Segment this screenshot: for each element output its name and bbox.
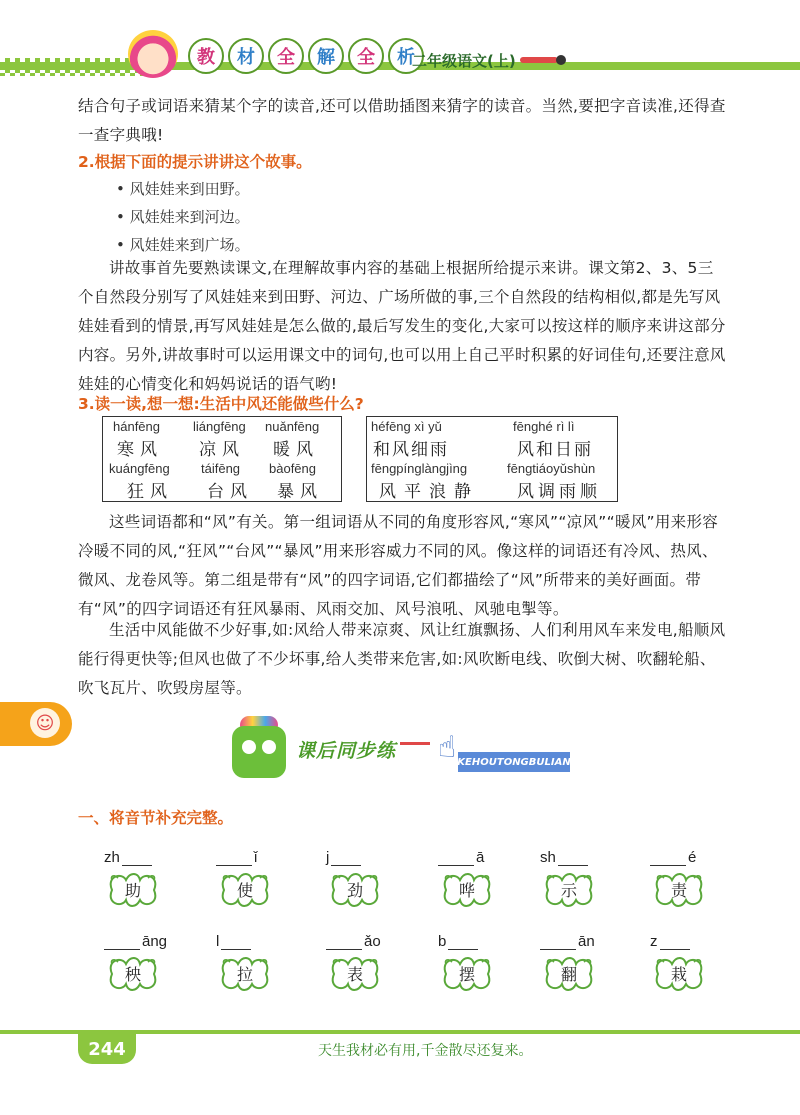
title-char: 教 <box>188 38 224 74</box>
hanzi: 使 <box>236 881 253 900</box>
initial: sh <box>540 849 556 866</box>
intro-paragraph: 结合句子或词语来猜某个字的读音,还可以借助插图来猜字的读音。当然,要把字音读准,还得查一查字典哦! <box>78 97 726 144</box>
word: 凉风 <box>199 440 245 460</box>
question-2-answer: 讲故事首先要熟读课文,在理解故事内容的基础上根据所给提示来讲。课文第2、3、5三个自然段分别写了风娃娃来到田野、河边、广场所做的事,三个自然段的结构相似,都是先写风娃娃看到的情景,再写风娃娃是怎么做的,最后写发生的变化,大家可以按这样的顺序来讲这部分内容。另外,讲故事时可以运用课文中的词句,也可以用上自己平时积累的好词佳句,还要注意风娃娃的心情变化和妈妈说话的语气哟! <box>78 259 726 393</box>
answer-blank[interactable] <box>104 935 140 950</box>
syllable-prompt <box>540 930 624 950</box>
word-box-idioms <box>366 416 618 502</box>
initial: j <box>326 849 330 866</box>
pencil-tip-icon <box>556 55 566 65</box>
answer-blank[interactable] <box>221 935 251 950</box>
title-char: 析 <box>388 38 424 74</box>
footer-quote: 天生我材必有用,千金散尽还复来。 <box>318 1043 533 1059</box>
leaf-frame-icon <box>104 870 162 910</box>
hanzi: 责 <box>670 881 687 900</box>
word: 风平浪静 <box>379 482 479 502</box>
syllable-item <box>216 846 300 910</box>
syllable-prompt <box>216 930 300 950</box>
syllable-prompt <box>438 846 522 866</box>
hanzi: 秧 <box>124 965 141 984</box>
leaf-frame-icon <box>104 954 162 994</box>
arrow-icon <box>400 742 430 745</box>
pinyin: fēngtiáoyǔshùn <box>507 461 596 476</box>
hanzi: 摆 <box>458 965 475 984</box>
syllable-prompt <box>326 930 410 950</box>
leaf-frame-icon <box>438 870 496 910</box>
final: āng <box>142 933 168 950</box>
answer-blank[interactable] <box>216 851 252 866</box>
initial: l <box>216 933 220 950</box>
banner-pinyin-tag: KEHOUTONGBULIAN <box>458 752 570 772</box>
title-char: 材 <box>228 38 264 74</box>
syllable-prompt <box>650 930 734 950</box>
header-checker-pattern <box>0 58 150 76</box>
initial: b <box>438 933 447 950</box>
initial: zh <box>104 849 120 866</box>
syllable-item <box>650 846 734 910</box>
bullet-item: • 风娃娃来到田野。 <box>116 180 250 198</box>
word: 暖风 <box>273 440 319 460</box>
leaf-frame-icon <box>438 954 496 994</box>
leaf-frame-icon <box>216 954 274 994</box>
answer-blank[interactable] <box>650 851 686 866</box>
pinyin: nuǎnfēng <box>265 419 320 434</box>
title-char: 全 <box>348 38 384 74</box>
pinyin: kuángfēng <box>109 461 170 476</box>
leaf-frame-icon <box>326 870 384 910</box>
hanzi: 拉 <box>236 965 253 984</box>
syllable-item <box>438 930 522 994</box>
syllable-prompt <box>438 930 522 950</box>
word: 风和日丽 <box>517 440 593 460</box>
word: 狂风 <box>127 482 173 502</box>
bullet-item: • 风娃娃来到河边。 <box>116 208 250 226</box>
syllable-item <box>438 846 522 910</box>
answer-blank[interactable] <box>331 851 361 866</box>
hanzi: 表 <box>346 965 363 984</box>
syllable-item <box>104 846 188 910</box>
syllable-prompt <box>216 846 300 866</box>
syllable-prompt <box>326 846 410 866</box>
syllable-prompt <box>104 846 188 866</box>
answer-blank[interactable] <box>326 935 362 950</box>
answer-blank[interactable] <box>438 851 474 866</box>
syllable-item <box>326 930 410 994</box>
pinyin: táifēng <box>201 461 241 476</box>
pinyin: hánfēng <box>113 419 160 434</box>
bullet-item: • 风娃娃来到广场。 <box>116 236 250 254</box>
final: é <box>688 849 697 866</box>
final: ā <box>476 849 485 866</box>
question-3-answer-1: 这些词语都和“风”有关。第一组词语从不同的角度形容风,“寒风”“凉风”“暖风”用来形容冷暖不同的风,“狂风”“台风”“暴风”用来形容威力不同的风。像这样的词语还有冷风、热风、微风、龙卷风等。第二组是带有“风”的四字词语,它们都描绘了“风”所带来的美好画面。带有“风”的四字词语还有狂风暴雨、风雨交加、风号浪吼、风驰电掣等。 <box>78 513 719 618</box>
syllable-item <box>540 930 624 994</box>
answer-blank[interactable] <box>660 935 690 950</box>
pointing-hand-icon: ☝ <box>438 730 457 765</box>
final: ǎo <box>364 933 381 950</box>
word: 暴风 <box>277 482 323 502</box>
leaf-frame-icon <box>650 870 708 910</box>
book-title <box>188 38 424 74</box>
question-3-heading: 3.读一读,想一想:生活中风还能做些什么? <box>78 395 364 413</box>
syllable-item <box>540 846 624 910</box>
pinyin: liángfēng <box>193 419 246 434</box>
syllable-item <box>650 930 734 994</box>
answer-blank[interactable] <box>448 935 478 950</box>
hanzi: 翻 <box>560 965 577 984</box>
question-2-heading: 2.根据下面的提示讲讲这个故事。 <box>78 153 312 171</box>
pinyin: héfēng xì yǔ <box>371 419 442 434</box>
syllable-item <box>326 846 410 910</box>
section-banner-title: 课后同步练 <box>296 740 397 762</box>
syllable-prompt <box>104 930 188 950</box>
word: 寒风 <box>117 440 163 460</box>
syllable-prompt <box>540 846 624 866</box>
hanzi: 示 <box>560 881 577 900</box>
hanzi: 助 <box>124 881 141 900</box>
hanzi: 栽 <box>670 965 687 984</box>
word-box-seasons <box>102 416 342 502</box>
pinyin: fēnghé rì lì <box>513 419 575 434</box>
final: ān <box>578 933 595 950</box>
syllable-item <box>216 930 300 994</box>
syllable-prompt <box>650 846 734 866</box>
word: 和风细雨 <box>373 440 449 460</box>
answer-blank[interactable] <box>540 935 576 950</box>
answer-blank[interactable] <box>122 851 152 866</box>
syllable-item <box>104 930 188 994</box>
leaf-frame-icon <box>540 870 598 910</box>
word: 风调雨顺 <box>517 482 601 502</box>
question-3-answer-2: 生活中风能做不少好事,如:风给人带来凉爽、风让红旗飘扬、人们利用风车来发电,船顺风能行得更快等;但风也做了不少坏事,给人类带来危害,如:风吹断电线、吹倒大树、吹翻轮船、吹飞瓦片、吹毁房屋等。 <box>78 621 726 697</box>
green-mascot-icon <box>232 726 286 778</box>
hanzi: 劲 <box>346 881 363 900</box>
leaf-frame-icon <box>540 954 598 994</box>
grade-subtitle: 二年级语文(上) <box>412 52 516 70</box>
hanzi: 哗 <box>458 881 475 900</box>
leaf-frame-icon <box>326 954 384 994</box>
title-char: 全 <box>268 38 304 74</box>
title-char: 解 <box>308 38 344 74</box>
pinyin: bàofēng <box>269 461 316 476</box>
pencil-icon <box>520 57 558 63</box>
pinyin: fēngpínglàngjìng <box>371 461 468 476</box>
final: ǐ <box>254 849 258 866</box>
page-number: 244 <box>78 1034 136 1064</box>
exercise-1-heading: 一、将音节补充完整。 <box>78 809 234 827</box>
initial: z <box>650 933 658 950</box>
leaf-frame-icon <box>216 870 274 910</box>
cartoon-face-icon: ☺ <box>30 708 60 738</box>
word: 台风 <box>207 482 253 502</box>
mascot-girl-icon <box>128 30 178 78</box>
answer-blank[interactable] <box>558 851 588 866</box>
leaf-frame-icon <box>650 954 708 994</box>
